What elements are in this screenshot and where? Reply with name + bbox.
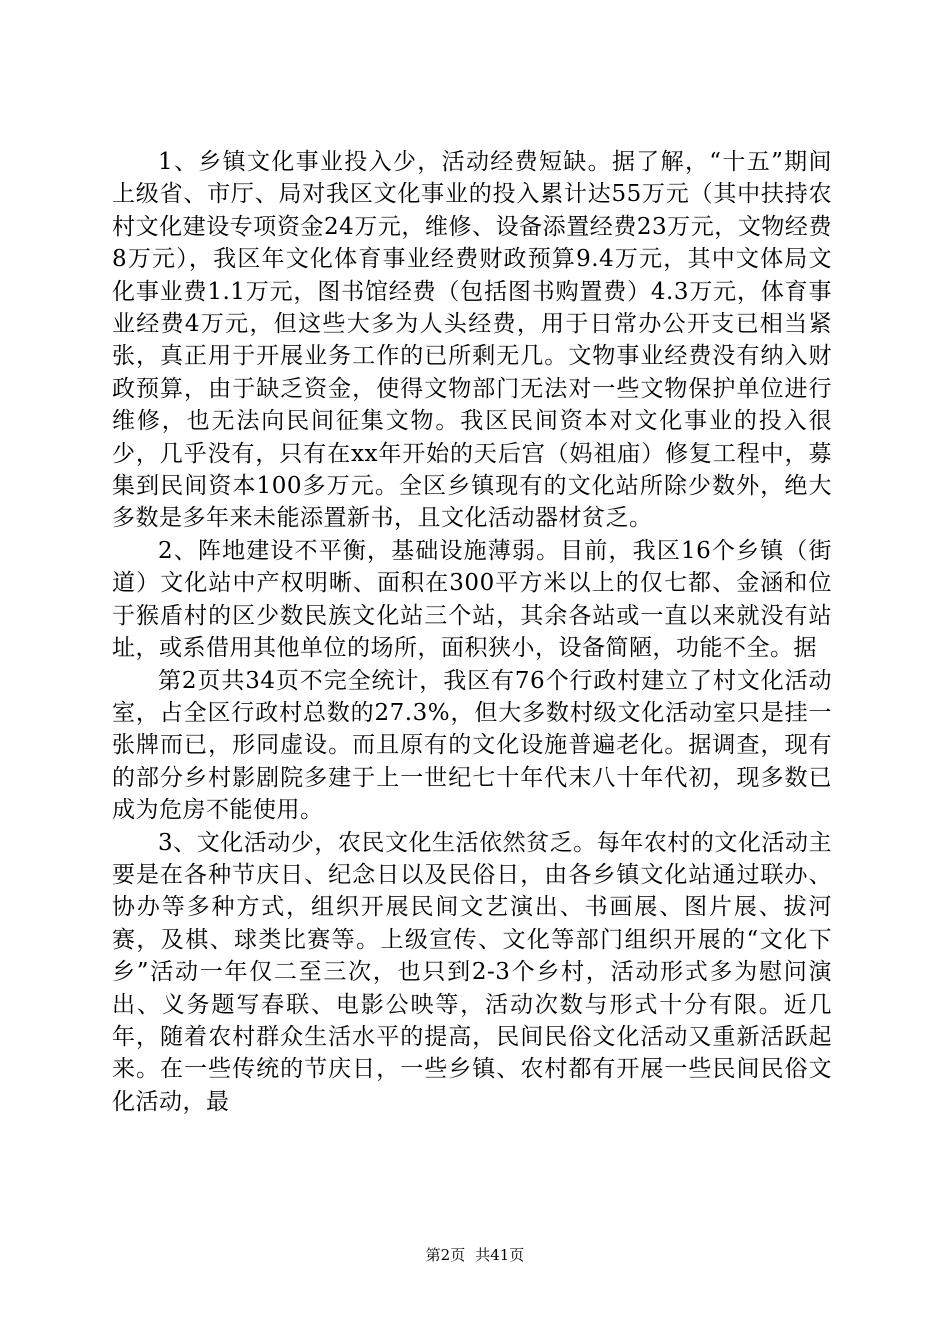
- paragraph-infrastructure: 2、阵地建设不平衡，基础设施薄弱。目前，我区16个乡镇（街道）文化站中产权明晰、面积在300平方米以上的仅七都、金涵和位于猴盾村的区少数民族文化站三个站，其余各站或一直以来就没有站址，或系借用其他单位的场所，面积狭小，设备简陋，功能不全。据: [112, 537, 832, 662]
- paragraph-activities: 3、文化活动少，农民文化生活依然贫乏。每年农村的文化活动主要是在各种节庆日、纪念日以及民俗日，由各乡镇文化站通过联办、协办等多种方式，组织开展民间文艺演出、书画展、图片展、拔河赛，及棋、球类比赛等。上级宣传、文化等部门组织开展的“文化下乡”活动一年仅二至三次，也只到2-3个乡村，活动形式多为慰问演出、义务题写春联、电影公映等，活动次数与形式十分有限。近几年，随着农村群众生活水平的提高，民间民俗文化活动又重新活跃起来。在一些传统的节庆日，一些乡镇、农村都有开展一些民间民俗文化活动，最: [112, 829, 832, 1115]
- document-body: [112, 146, 832, 1118]
- paragraph-funding: 1、乡镇文化事业投入少，活动经费短缺。据了解，“十五”期间上级省、市厅、局对我区文化事业的投入累计达55万元（其中扶持农村文化建设专项资金24万元，维修、设备添置经费23万元，文物经费8万元），我区年文化体育事业经费财政预算9.4万元，其中文体局文化事业费1.1万元，图书馆经费（包括图书购置费）4.3万元，体育事业经费4万元，但这些大多为人头经费，用于日常办公开支已相当紧张，真正用于开展业务工作的已所剩无几。文物事业经费没有纳入财政预算，由于缺乏资金，使得文物部门无法对一些文物保护单位进行维修，也无法向民间征集文物。我区民间资本对文化事业的投入很少，几乎没有，只有在xx年开始的天后宫（妈祖庙）修复工程中，募集到民间资本100多万元。全区乡镇现有的文化站所除少数外，绝大多数是多年来未能添置新书，且文化活动器材贫乏。: [112, 149, 832, 532]
- paragraph-statistics: 第2页共34页不完全统计，我区有76个行政村建立了村文化活动室，占全区行政村总数的27.3%，但大多数村级文化活动室只是挂一张牌而已，形同虚设。而且原有的文化设施普遍老化。据调查，现有的部分乡村影剧院多建于上一世纪七十年代末八十年代初，现多数已成为危房不能使用。: [112, 667, 832, 824]
- page-number: 第2页: [425, 1246, 466, 1264]
- page-footer: [0, 1244, 950, 1265]
- page-total: 共41页: [475, 1246, 525, 1264]
